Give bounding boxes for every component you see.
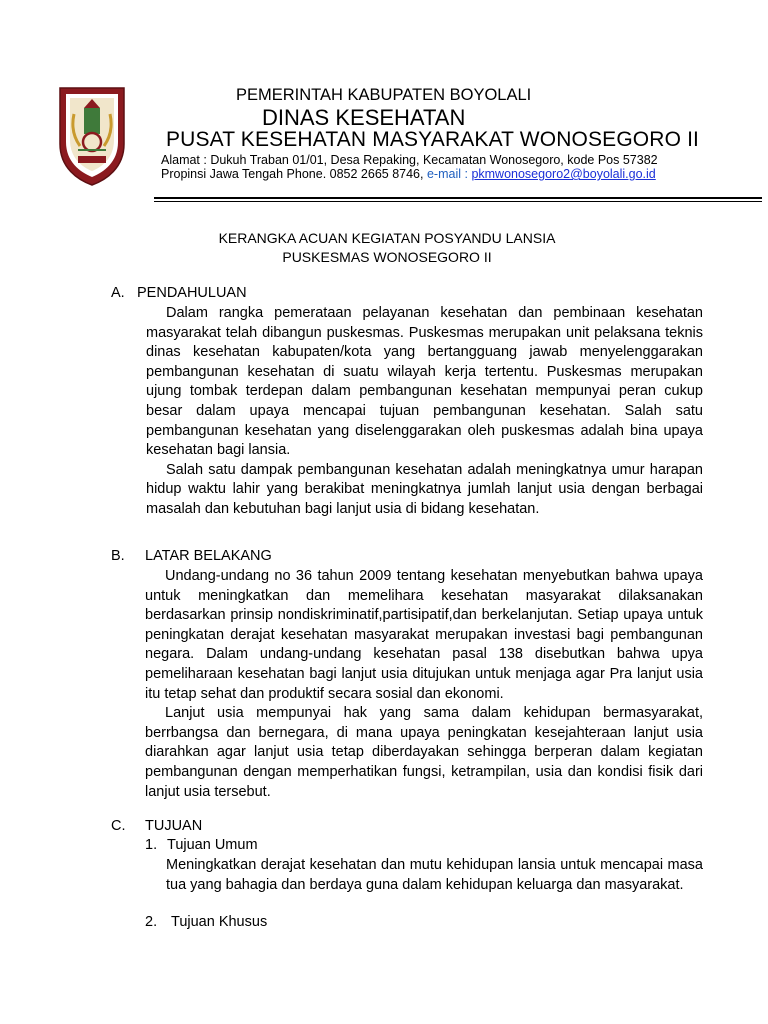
section-b-body [145, 567, 703, 802]
section-c-heading [111, 818, 202, 834]
section-b-paragraph-2: Lanjut usia mempunyai hak yang sama dalam kehidupan bermasyarakat, berrbangsa dan bernegara, di mana upaya peningkatan kesejahteraan lanjut usia diarahkan agar lanjut usia tetap diberdayakan sehingga berperan dalam kegiatan pembangunan dengan memperhatikan fungsi, ketrampilan, usia dan kondisi fisik dari lanjut usia tersebut. [145, 705, 703, 800]
section-a-body [146, 304, 703, 520]
section-b-heading [111, 548, 272, 564]
section-c-number: C. [111, 818, 126, 834]
section-a-paragraph-2: Salah satu dampak pembangunan kesehatan adalah meningkatnya umur harapan hidup waktu lahir yang berakibat meningkatnya jumlah lanjut usia dengan berbagai masalah dan kebutuhan bagi lanjut usia di bidang kesehatan. [146, 461, 703, 517]
tujuan-item-2-number: 2. [145, 914, 158, 930]
tujuan-umum-body [166, 856, 703, 895]
tujuan-item-1-number: 1. [145, 837, 158, 853]
tujuan-item-1 [145, 837, 258, 853]
section-a-heading [111, 285, 247, 301]
address-line2-prefix: Propinsi Jawa Tengah Phone. 0852 2665 8746, [161, 167, 424, 181]
letterhead-line1: PEMERINTAH KABUPATEN BOYOLALI [236, 86, 532, 104]
letterhead-line3: PUSAT KESEHATAN MASYARAKAT WONOSEGORO II [166, 128, 700, 151]
section-c-title: TUJUAN [145, 818, 203, 834]
boyolali-crest-logo [56, 84, 128, 188]
address-line2 [161, 167, 768, 181]
section-a-title: PENDAHULUAN [137, 285, 247, 301]
letterhead-rule-thick [154, 197, 762, 199]
tujuan-item-1-label: Tujuan Umum [167, 837, 258, 853]
section-a-number: A. [111, 285, 125, 301]
email-link[interactable]: pkmwonosegoro2@boyolali.go.id [471, 167, 656, 181]
email-label: e-mail : [426, 167, 468, 181]
document-title: KERANGKA ACUAN KEGIATAN POSYANDU LANSIA [218, 230, 556, 246]
tujuan-item-2 [145, 914, 267, 930]
letterhead-line2: DINAS KESEHATAN [262, 105, 466, 130]
document-subtitle: PUSKESMAS WONOSEGORO II [282, 249, 492, 265]
section-b-title: LATAR BELAKANG [145, 548, 272, 564]
section-a-paragraph-1: Dalam rangka pemerataan pelayanan kesehatan dan pembinaan kesehatan masyarakat telah dibangun puskesmas. Puskesmas merupakan unit pelaksana teknis dinas kesehatan kabupaten/kota yang bertangguang jawab menyelenggarakan pembangunan kesehatan di suatu wilayah kerja tertentu. Puskesmas merupakan ujung tombak terdepan dalam pembangunan kesehatan mempunyai peran cukup besar dalam upaya mencapai tujuan pembangunan kesehatan. Salah satu pembangunan kesehatan yang diselenggarakan oleh puskesmas adalah bina upaya kesehatan bagi lansia. [146, 305, 703, 459]
section-b-paragraph-1: Undang-undang no 36 tahun 2009 tentang kesehatan menyebutkan bahwa upaya untuk meningkatkan dan memelihara kesehatan masyarakat dilaksanakan berdasarkan prinsip nondiskriminatif,partisipatif,dan berkelanjutan. Setiap upaya untuk peningkatan derajat kesehatan masyarakat merupakan investasi bagi pembangunan negara. Dalam undang-undang kesehatan pasal 138 disebutkan bahwa upya pemeliharaan kesehatan bagi lanjut usia ditujukan untuk menjaga agar Pra lanjut usia itu tetap sehat dan produktif secara sosial dan ekonomi. [145, 568, 703, 702]
tujuan-umum-text: Meningkatkan derajat kesehatan dan mutu kehidupan lansia untuk mencapai masa tua yang bahagia dan berdaya guna dalam kehidupan keluarga dan masyarakat. [166, 857, 703, 893]
letterhead-rule-thin [154, 201, 762, 202]
tujuan-item-2-label: Tujuan Khusus [171, 914, 268, 930]
section-b-number: B. [111, 548, 125, 564]
address-line1: Alamat : Dukuh Traban 01/01, Desa Repaking, Kecamatan Wonosegoro, kode Pos 57382 [161, 153, 658, 167]
